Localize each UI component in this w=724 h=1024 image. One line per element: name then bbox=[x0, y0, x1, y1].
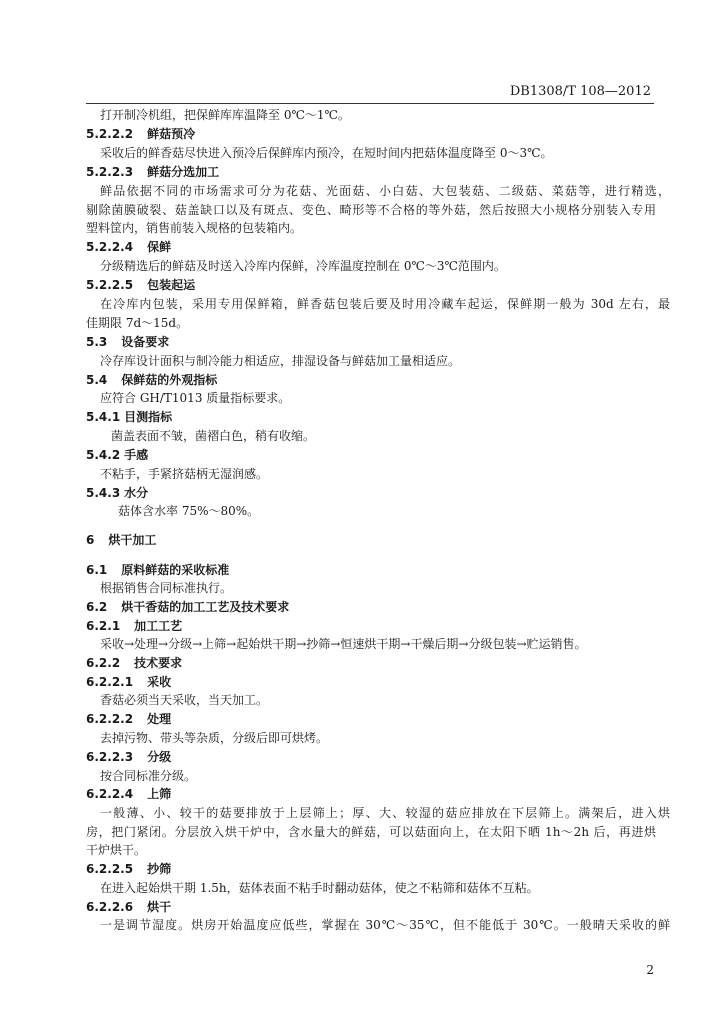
paragraph-continuation: 房，把门紧闭。分层放入烘干炉中，含水量大的鲜菇，可以菇面向上，在太阳下晒 1h～2h 后，再进烘 bbox=[86, 825, 656, 839]
section-heading bbox=[86, 617, 656, 635]
section-title: 加工工艺 bbox=[134, 619, 183, 633]
section-title: 鲜菇分选加工 bbox=[147, 165, 220, 179]
section-title: 分级 bbox=[147, 750, 172, 764]
section-number: 5.4.1 bbox=[86, 410, 121, 424]
section-number: 5.3 bbox=[86, 335, 108, 349]
section-heading bbox=[86, 785, 656, 803]
paragraph-line: 不粘手，手紧挤菇柄无湿润感。 bbox=[100, 467, 269, 481]
section-title: 采收 bbox=[147, 675, 172, 689]
section-title: 水分 bbox=[124, 486, 149, 500]
page-number: 2 bbox=[646, 963, 654, 977]
section-title: 处理 bbox=[147, 712, 172, 726]
section-number: 6.2.2.5 bbox=[86, 862, 134, 876]
section-heading bbox=[86, 125, 656, 143]
section-number: 6 bbox=[86, 533, 95, 547]
section-number: 6.2.2.1 bbox=[86, 675, 134, 689]
section-number: 6.2.2.2 bbox=[86, 712, 134, 726]
section-heading bbox=[86, 163, 656, 181]
paragraph-line: 应符合 GH/T1013 质量指标要求。 bbox=[100, 391, 291, 405]
paragraph-line: 分级精选后的鲜菇及时送入冷库内保鲜，冷库温度控制在 0℃～3℃范围内。 bbox=[100, 259, 506, 273]
document-code: DB1308/T 108—2012 bbox=[509, 84, 651, 99]
section-title: 烘干香菇的加工工艺及技术要求 bbox=[121, 600, 290, 614]
section-heading bbox=[86, 710, 656, 728]
section-number: 5.2.2.4 bbox=[86, 240, 134, 254]
section-heading bbox=[86, 371, 656, 389]
paragraph-continuation: 佳期限 7d～15d。 bbox=[86, 316, 189, 330]
paragraph-line: 一是调节湿度。烘房开始温度应低些，掌握在 30℃～35℃，但不能低于 30℃。一般晴天采收的鲜 bbox=[100, 918, 670, 932]
section-number: 6.1 bbox=[86, 563, 108, 577]
section-number: 6.2.2.6 bbox=[86, 900, 134, 914]
paragraph-line: 按合同标准分级。 bbox=[100, 769, 197, 783]
section-number: 6.2.2.3 bbox=[86, 750, 134, 764]
section-title: 上筛 bbox=[147, 787, 172, 801]
section-heading bbox=[86, 860, 656, 878]
paragraph-line: 菇体含水率 75%～80%。 bbox=[118, 504, 260, 518]
paragraph-line: 采收后的鲜香菇尽快进入预冷后保鲜库内预冷，在短时间内把菇体温度降至 0～3℃。 bbox=[100, 146, 553, 160]
paragraph-line: 一般薄、小、较干的菇要排放于上层筛上；厚、大、较湿的菇应排放在下层筛上。满架后，进入烘 bbox=[100, 806, 670, 820]
section-heading bbox=[86, 446, 656, 464]
section-heading bbox=[86, 654, 656, 672]
section-title: 技术要求 bbox=[134, 656, 183, 670]
section-number: 6.2.1 bbox=[86, 619, 121, 633]
section-title: 包装起运 bbox=[147, 278, 196, 292]
section-heading bbox=[86, 276, 656, 294]
section-number: 5.4.2 bbox=[86, 448, 121, 462]
paragraph-continuation: 干炉烘干。 bbox=[86, 843, 147, 857]
section-number: 6.2.2.4 bbox=[86, 787, 134, 801]
section-title: 抄筛 bbox=[147, 862, 172, 876]
section-title: 保鲜 bbox=[147, 240, 172, 254]
header-rule bbox=[86, 103, 654, 104]
section-title: 烘干 bbox=[147, 900, 172, 914]
section-heading bbox=[86, 561, 656, 579]
paragraph-continuation: 剔除菌膜破裂、菇盖缺口以及有斑点、变色、畸形等不合格的等外菇，然后按照大小规格分别装入专用 bbox=[86, 203, 656, 217]
paragraph-line: 去掉污物、带头等杂质，分级后即可烘烤。 bbox=[100, 731, 329, 745]
paragraph-line: 采收→处理→分级→上筛→起始烘干期→抄筛→恒速烘干期→干燥后期→分级包装→贮运销售。 bbox=[100, 637, 587, 651]
section-heading bbox=[86, 673, 656, 691]
section-title: 设备要求 bbox=[121, 335, 170, 349]
section-title: 目测指标 bbox=[124, 410, 173, 424]
section-number: 5.2.2.2 bbox=[86, 127, 134, 141]
paragraph-continuation: 塑料筐内，销售前装入规格的包装箱内。 bbox=[86, 221, 303, 235]
paragraph-line: 香菇必须当天采收，当天加工。 bbox=[100, 693, 269, 707]
section-heading bbox=[86, 484, 656, 502]
section-number: 6.2.2 bbox=[86, 656, 121, 670]
section-heading bbox=[86, 531, 656, 549]
section-heading bbox=[86, 898, 656, 916]
section-heading bbox=[86, 598, 656, 616]
paragraph-line: 在进入起始烘干期 1.5h，菇体表面不粘手时翻动菇体，使之不粘筛和菇体不互粘。 bbox=[100, 881, 539, 895]
section-title: 鲜菇预冷 bbox=[147, 127, 196, 141]
section-title: 原料鲜菇的采收标准 bbox=[121, 563, 230, 577]
section-heading bbox=[86, 333, 656, 351]
paragraph-line: 鲜品依据不同的市场需求可分为花菇、光面菇、小白菇、大包装菇、二级菇、菜菇等，进行精选， bbox=[100, 184, 670, 198]
section-heading bbox=[86, 748, 656, 766]
section-heading bbox=[86, 408, 656, 426]
paragraph-line: 打开制冷机组，把保鲜库库温降至 0℃～1℃。 bbox=[100, 108, 350, 122]
paragraph-line: 菌盖表面不皱，菌褶白色，稍有收缩。 bbox=[111, 429, 316, 443]
paragraph-line: 根据销售合同标准执行。 bbox=[100, 581, 233, 595]
section-title: 烘干加工 bbox=[108, 533, 157, 547]
section-number: 5.2.2.5 bbox=[86, 278, 134, 292]
section-number: 6.2 bbox=[86, 600, 108, 614]
section-heading bbox=[86, 238, 656, 256]
paragraph-line: 冷存库设计面积与制冷能力相适应，排湿设备与鲜菇加工量相适应。 bbox=[100, 354, 461, 368]
paragraph-line: 在冷库内包装，采用专用保鲜箱，鲜香菇包装后要及时用冷藏车起运，保鲜期一般为 30d 左右，最 bbox=[100, 297, 670, 311]
section-title: 保鲜菇的外观指标 bbox=[121, 373, 218, 387]
section-number: 5.4 bbox=[86, 373, 108, 387]
section-number: 5.4.3 bbox=[86, 486, 121, 500]
section-number: 5.2.2.3 bbox=[86, 165, 134, 179]
section-title: 手感 bbox=[124, 448, 149, 462]
